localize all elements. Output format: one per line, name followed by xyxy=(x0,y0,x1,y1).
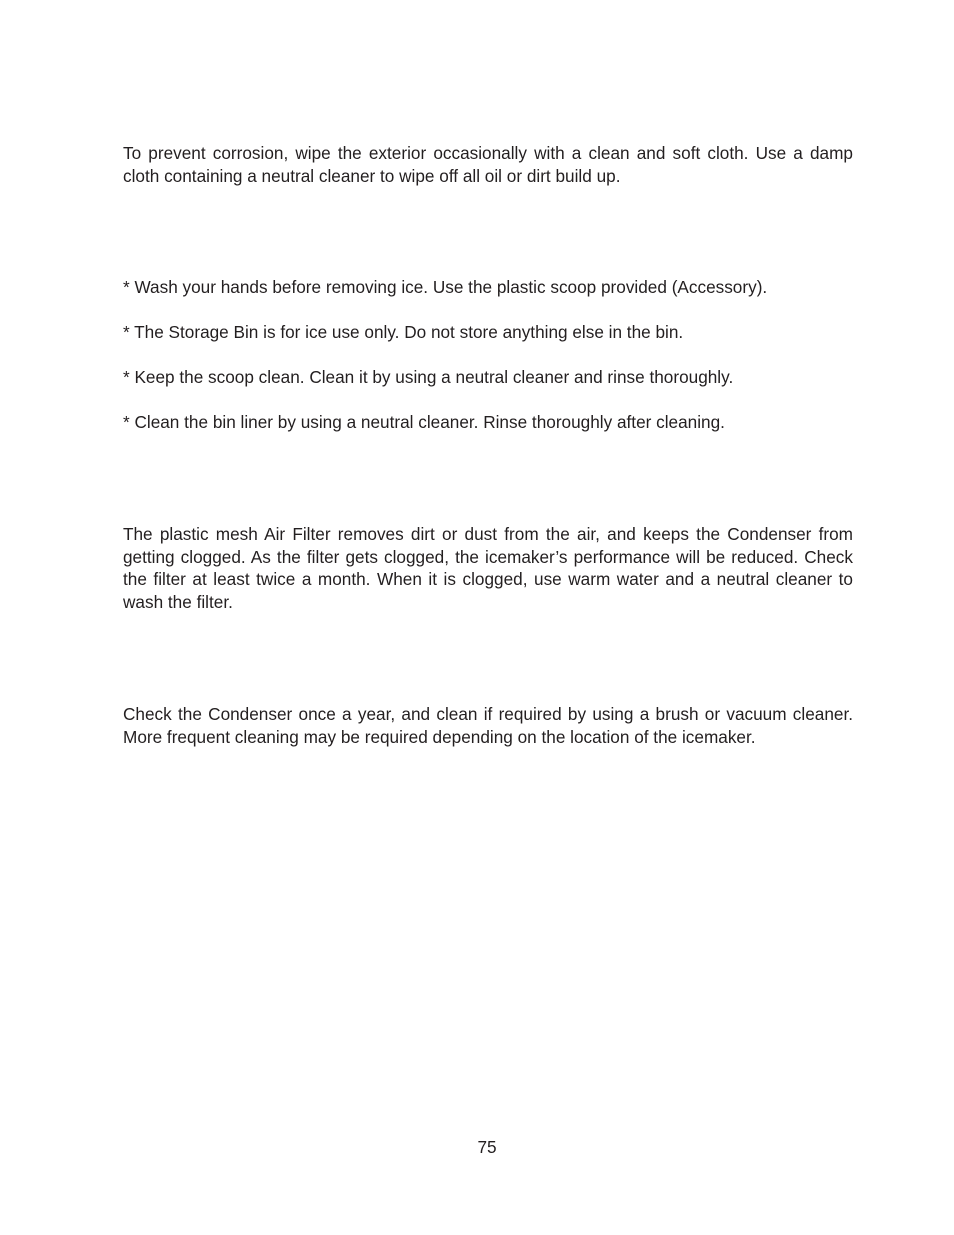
storage-bin-item: * Keep the scoop clean. Clean it by using a neutral cleaner and rinse thoroughly. xyxy=(123,367,734,387)
air-filter-paragraph: The plastic mesh Air Filter removes dirt or dust from the air, and keeps the Condenser from getting clogged. As the filter gets clogged, the icemaker’s performance will be reduced. Check the filter at least twice a month. When it is clogged, use warm water and a neutral cleaner to wash the filter. xyxy=(123,524,853,612)
exterior-cleaning-paragraph: To prevent corrosion, wipe the exterior occasionally with a clean and soft cloth. Use a damp cloth containing a neutral cleaner to wipe off all oil or dirt build up. xyxy=(123,143,853,186)
storage-bin-item: * The Storage Bin is for ice use only. Do not store anything else in the bin. xyxy=(123,322,684,342)
storage-bin-item: * Clean the bin liner by using a neutral cleaner. Rinse thoroughly after cleaning. xyxy=(123,412,725,432)
storage-bin-item: * Wash your hands before removing ice. Use the plastic scoop provided (Accessory). xyxy=(123,277,768,297)
page-number: 75 xyxy=(477,1137,497,1157)
condenser-paragraph: Check the Condenser once a year, and clean if required by using a brush or vacuum cleaner. More frequent cleaning may be required depending on the location of the icemaker. xyxy=(123,704,853,747)
